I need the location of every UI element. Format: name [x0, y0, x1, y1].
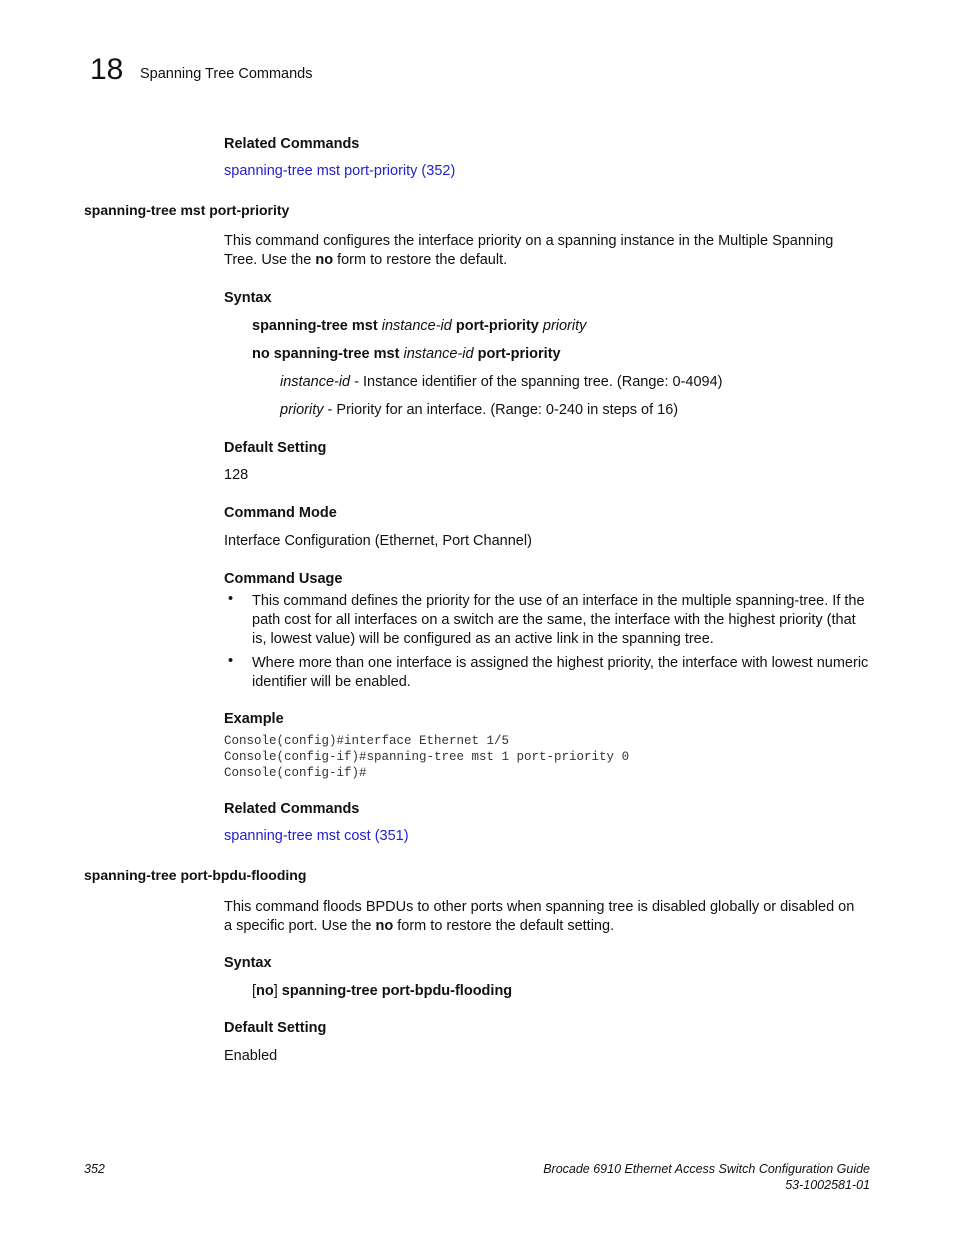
syntax-bracket: [: [252, 983, 257, 999]
default-setting-value: Enabled: [224, 1048, 278, 1064]
description-text: form to restore the default setting.: [393, 918, 615, 934]
document-title: Brocade 6910 Ethernet Access Switch Configuration Guide: [543, 1162, 870, 1176]
no-keyword: no: [315, 252, 334, 268]
chapter-number: 18: [90, 53, 124, 86]
default-setting-heading: Default Setting: [224, 1020, 327, 1036]
related-command-link[interactable]: spanning-tree mst cost (351): [224, 828, 409, 844]
syntax-keyword: no: [256, 983, 274, 999]
code-line: Console(config-if)#: [224, 766, 367, 780]
syntax-argument: priority: [542, 318, 587, 334]
usage-bullet-text: Where more than one interface is assigned the highest priority, the interface with lowest numeric identifier will be enabled.: [252, 655, 869, 690]
syntax-command: spanning-tree mst: [252, 318, 378, 334]
section-title: spanning-tree mst port-priority: [84, 202, 290, 218]
parameter-name: instance-id: [280, 374, 351, 390]
code-line: Console(config)#interface Ethernet 1/5: [224, 734, 510, 748]
description-text: form to restore the default.: [333, 252, 508, 268]
page-number: 352: [84, 1162, 105, 1176]
command-mode-value: Interface Configuration (Ethernet, Port Channel): [224, 533, 532, 549]
no-keyword: no: [375, 918, 394, 934]
document-number: 53-1002581-01: [785, 1178, 870, 1192]
section-title: spanning-tree port-bpdu-flooding: [84, 867, 307, 883]
default-setting-heading: Default Setting: [224, 440, 327, 456]
parameter-description: - Priority for an interface. (Range: 0-240 in steps of 16): [323, 402, 679, 418]
syntax-command: spanning-tree port-bpdu-flooding: [277, 983, 513, 999]
related-commands-heading: Related Commands: [224, 801, 360, 817]
syntax-argument: instance-id: [381, 318, 452, 334]
description-text: This command floods BPDUs to other ports when spanning tree is disabled globally or disabled on a specific port. Use the: [224, 899, 855, 934]
parameter-line: [280, 374, 723, 390]
chapter-title: Spanning Tree Commands: [140, 66, 313, 82]
syntax-line: [252, 983, 512, 999]
syntax-line: [252, 318, 586, 334]
syntax-argument: instance-id: [403, 346, 474, 362]
syntax-command: no spanning-tree mst: [252, 346, 400, 362]
description-text: This command configures the interface priority on a spanning instance in the Multiple Spanning Tree. Use the: [224, 233, 834, 268]
syntax-keyword: port-priority: [455, 318, 539, 334]
usage-bullet-text: This command defines the priority for the use of an interface in the multiple spanning-tree. If the path cost for all interfaces on a switch are the same, the interface with the highest priority (that is, lowest value) will be configured as an active link in the spanning tree.: [252, 593, 865, 647]
related-commands-heading: Related Commands: [224, 136, 360, 152]
code-line: Console(config-if)#spanning-tree mst 1 port-priority 0: [224, 750, 630, 764]
syntax-keyword: port-priority: [477, 346, 561, 362]
command-usage-heading: Command Usage: [224, 571, 343, 587]
syntax-heading: Syntax: [224, 290, 272, 306]
parameter-description: - Instance identifier of the spanning tree. (Range: 0-4094): [350, 374, 723, 390]
related-command-link[interactable]: spanning-tree mst port-priority (352): [224, 163, 456, 179]
section-description: [224, 898, 864, 936]
syntax-heading: Syntax: [224, 955, 272, 971]
parameter-name: priority: [280, 402, 324, 418]
default-setting-value: 128: [224, 467, 249, 483]
section-description: [224, 232, 864, 270]
bullet-icon: •: [228, 653, 234, 669]
syntax-line: [252, 346, 561, 362]
command-mode-heading: Command Mode: [224, 505, 337, 521]
bullet-icon: •: [228, 591, 234, 607]
parameter-line: [280, 402, 678, 418]
syntax-bracket: ]: [273, 983, 278, 999]
example-heading: Example: [224, 711, 284, 727]
